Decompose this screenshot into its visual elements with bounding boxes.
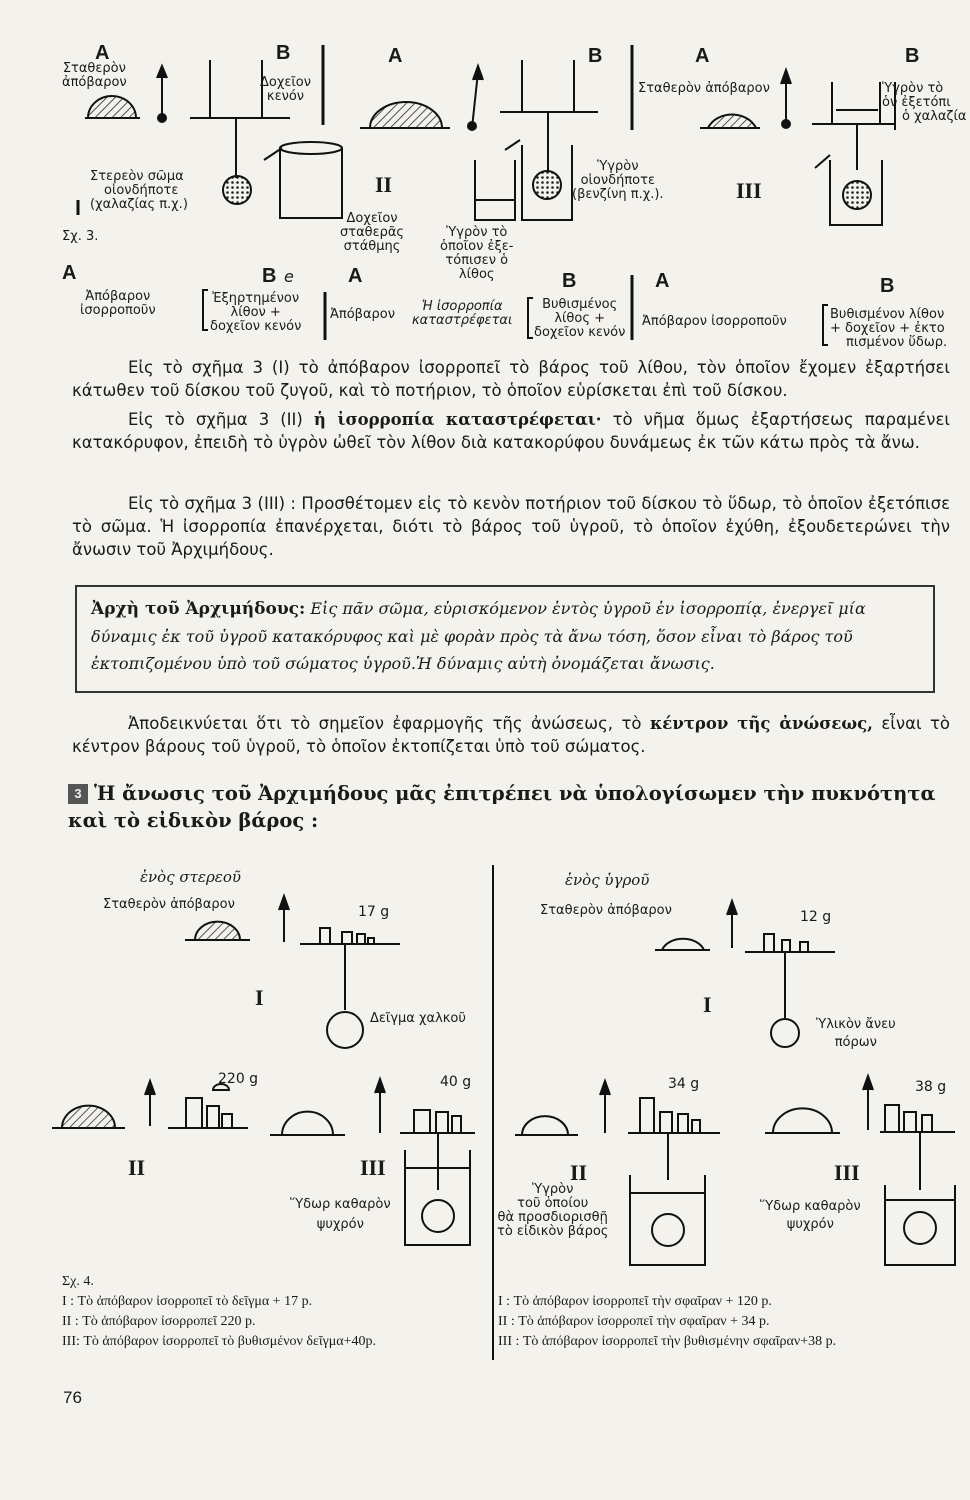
- fig3-II-liquid-label: Ὑγρὸν τὸ ὁποῖον ἐξε- τόπισεν ὁ λίθος: [440, 225, 514, 282]
- fig3-II-A-letter: A: [388, 45, 403, 67]
- fig3-bottom-e: e: [284, 267, 294, 286]
- fig4-left-w3: 40 g: [440, 1074, 472, 1090]
- fig3-roman-II: II: [375, 172, 393, 197]
- fig4-right-material: Ὑλικὸν ἄνευ πόρων: [816, 1017, 896, 1050]
- fig3-I-A-letter: A: [95, 42, 110, 64]
- section-number: 3: [68, 784, 88, 804]
- fig3-bottom-left-A: Ἀπόβαρον ἰσορροποῦν: [80, 289, 156, 318]
- principle-title: Ἀρχὴ τοῦ Ἀρχιμήδους:: [91, 599, 306, 619]
- fig3-III-A-letter: A: [695, 45, 710, 67]
- fig4-right-roman-II: II: [570, 1160, 588, 1185]
- principle-text: Εἰς πᾶν σῶμα, εὑρισκόμενον ἐντὸς ὑγροῦ ἐν ἰσορροπίᾳ, ἐνεργεῖ μία δύναμις ἐκ τοῦ ὑγροῦ κατακόρυφος καὶ μὲ φορὰν πρὸς τὰ ἄνω τόση, ὅσον εἶναι τὸ βάρος τοῦ ἐκτοπιζομένου ὑπὸ τοῦ σώματος ὑγροῦ.Ἡ δύναμις αὐτὴ ὀνομάζεται ἄνωσις.: [91, 599, 866, 673]
- fig3-III-A-label: Σταθερὸν ἀπόβαρον: [638, 81, 770, 96]
- fig3-II-any-liquid-label: Ὑγρὸν οἱονδήποτε (βενζίνη π.χ.).: [572, 159, 664, 202]
- fig3-bottom-B1: B: [262, 265, 277, 287]
- fig4-right-water: Ὕδωρ καθαρὸν ψυχρόν: [760, 1199, 861, 1232]
- fig3-III-B-letter: B: [905, 45, 920, 67]
- fig3-III-B-label: Ὑγρὸν τὸ ὁν ἐξετόπι ὁ χαλαζία: [882, 81, 967, 124]
- fig3-vessel-label: Δοχεῖον σταθερᾶς στάθμης: [340, 211, 405, 254]
- fig3-bottom-B3: B: [880, 275, 895, 297]
- fig3-bottom-left-B: Ἐξηρτημένον λίθον + δοχεῖον κενόν: [210, 291, 302, 334]
- fig4-left-heading: ἑνὸς στερεοῦ: [140, 868, 241, 886]
- fig4-left-w1: 17 g: [358, 904, 390, 920]
- archimedes-principle-box: [75, 585, 935, 693]
- fig4-right-w1: 12 g: [800, 909, 832, 925]
- fig3-I-B-letter: B: [276, 42, 291, 64]
- fig4-left-sample: Δεῖγμα χαλκοῦ: [370, 1011, 466, 1026]
- fig4-left-II-drawing: [52, 1079, 475, 1245]
- fig4-caption-left: Σχ. 4. I : Τὸ ἀπόβαρον ἰσορροπεῖ τὸ δεῖγμα + 17 p. II : Τὸ ἀπόβαρον ἰσορροπεῖ 220 p. III: Τὸ ἀπόβαρον ἰσορροπεῖ τὸ βυθισμένον δεῖγμα+40p.: [62, 1274, 377, 1349]
- fig3-bottom-mid-eq: Ἡ ἰσορροπία καταστρέφεται: [412, 299, 513, 328]
- fig3-I-A-label: Σταθερὸν ἀπόβαρον: [62, 61, 127, 90]
- paragraph-center-of-buoyancy: Ἀποδεικνύεται ὅτι τὸ σημεῖον ἐφαρμογῆς τῆς ἀνώσεως, τὸ κέντρον τῆς ἀνώσεως, εἶναι τὸ κέντρον βάρους τοῦ ὑγροῦ, τὸ ὁποῖον ἐκτοπίζεται ὑπὸ τοῦ σώματος.: [72, 714, 951, 756]
- fig4-right-roman-III: III: [834, 1160, 860, 1185]
- fig3-ref: Σχ. 3.: [62, 229, 99, 244]
- paragraph-2: Εἰς τὸ σχῆμα 3 (II) ἡ ἰσορροπία καταστρέφεται· τὸ νῆμα ὅμως ἐξαρτήσεως παραμένει κατακόρυφον, ἐπειδὴ τὸ ὑγρὸν ὠθεῖ τὸν λίθον διὰ κατακορύφου δυνάμεως ἐκ τῶν κάτω πρὸς τὰ ἄνω.: [72, 410, 950, 452]
- page-number: 76: [63, 1388, 82, 1407]
- fig3-bottom-A2: A: [348, 265, 363, 287]
- fig4-right-roman-I: I: [703, 992, 712, 1017]
- fig4-right-tare: Σταθερὸν ἀπόβαρον: [540, 903, 672, 918]
- fig3-I-B-label: Δοχεῖον κενόν: [260, 75, 311, 104]
- fig3-bottom-B2: B: [562, 270, 577, 292]
- fig4-right-w2: 34 g: [668, 1076, 700, 1092]
- fig3-II-B-letter: B: [588, 45, 603, 67]
- paragraph-1: Εἰς τὸ σχῆμα 3 (I) τὸ ἀπόβαρον ἰσορροπεῖ τὸ βάρος τοῦ λίθου, τὸν ὁποῖον ἔχομεν ἐξαρτήσει κάτωθεν τοῦ δίσκου τοῦ ζυγοῦ, καὶ τὸ ποτήριον, τὸ ὁποῖον εὑρίσκεται ἐπὶ τοῦ δίσκου.: [72, 358, 950, 400]
- paragraph-3: Εἰς τὸ σχῆμα 3 (III) : Προσθέτομεν εἰς τὸ κενὸν ποτήριον τοῦ δίσκου τὸ ὕδωρ, τὸ ὁποῖον ἐξετόπισε τὸ σῶμα. Ἡ ἰσορροπία ἐπανέρχεται, διότι τὸ βάρος τοῦ ὑγροῦ, τὸ ὁποῖον ἐχύθη, ἐξουδετερώνει τὴν ἄνωσιν τοῦ Ἀρχιμήδους.: [72, 494, 950, 559]
- section-heading: [68, 780, 958, 834]
- fig4-left-roman-I: I: [255, 985, 264, 1010]
- fig4-caption-right: I : Τὸ ἀπόβαρον ἰσορροπεῖ τὴν σφαῖραν + 120 p. II : Τὸ ἀπόβαρον ἰσορροπεῖ τὴν σφαῖραν + 34 p. III : Τὸ ἀπόβαρον ἰσορροπεῖ τὴν βυθισμένην σφαῖραν+38 p.: [498, 1294, 837, 1349]
- fig3-bottom-right-A: Ἀπόβαρον ἰσορροποῦν: [642, 314, 787, 329]
- fig4-right-liquid: Ὑγρὸν τοῦ ὁποίου θὰ προσδιορισθῇ τὸ εἰδικὸν βάρος: [497, 1182, 609, 1239]
- fig3-bottom-A1: A: [62, 262, 77, 284]
- fig3-bottom-A3: A: [655, 270, 670, 292]
- fig4-left-roman-II: II: [128, 1155, 146, 1180]
- fig4-left-roman-III: III: [360, 1155, 386, 1180]
- fig4-right-w3: 38 g: [915, 1079, 947, 1095]
- fig3-bottom-mid-B: Βυθισμένος λίθος + δοχεῖον κενόν: [534, 297, 626, 340]
- section-title: Ἡ ἄνωσις τοῦ Ἀρχιμήδους μᾶς ἐπιτρέπει νὰ ὑπολογίσωμεν τὴν πυκνότητα καὶ τὸ εἰδικὸν βάρος :: [68, 782, 936, 832]
- fig3-roman-III: III: [736, 178, 762, 203]
- fig4-left-water: Ὕδωρ καθαρὸν ψυχρόν: [290, 1197, 391, 1232]
- fig3-I-solid-label: Στερεὸν σῶμα οἱονδήποτε (χαλαζίας π.χ.): [90, 169, 188, 212]
- fig4-left-w2: 220 g: [218, 1071, 259, 1087]
- fig4-right-heading: ἑνὸς ὑγροῦ: [565, 871, 650, 889]
- fig3-bottom-right-B: Βυθισμένον λίθον + δοχεῖον + ἐκτο πισμένον ὕδωρ.: [830, 307, 948, 350]
- fig4-left-tare: Σταθερὸν ἀπόβαρον: [103, 897, 235, 912]
- fig3-bottom-mid-A: Ἀπόβαρον: [330, 307, 396, 322]
